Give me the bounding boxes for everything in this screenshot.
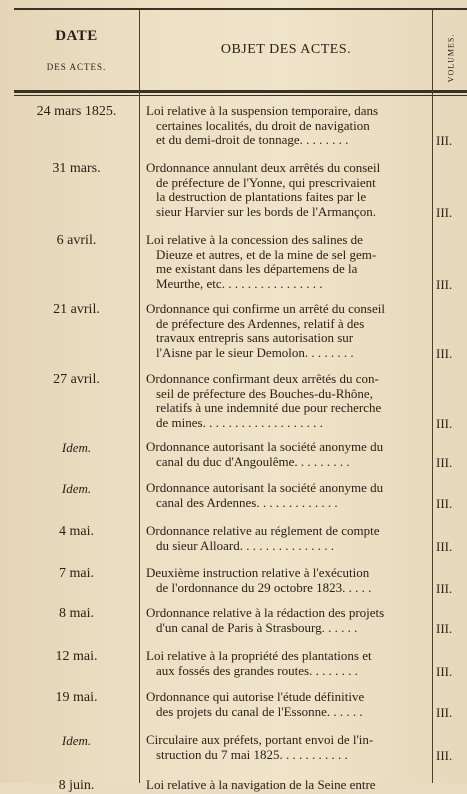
entry-text-line: du sieur Alloard. . . . . . . . . . . . . . . [156, 538, 335, 553]
entry-text-line: Ordonnance confirmant deux arrêtés du con- [146, 372, 379, 386]
entry-text-line: l'Aisne par le sieur Demolon. . . . . . . . [156, 345, 354, 360]
entry-text-line: sieur Harvier sur les bords de l'Armançon. [156, 204, 377, 219]
entry-object-text [146, 481, 430, 510]
entry-volume: III. [436, 276, 453, 292]
entry-text-line: Ordonnance annulant deux arrêtés du conseil [146, 161, 381, 175]
entry-text-line: Loi relative à la propriété des plantations et [146, 649, 372, 663]
entry-text-line: Ordonnance relative au réglement de compte [146, 524, 380, 538]
entry-text-line: Dieuze et autres, et de la mine de sel gem- [156, 247, 377, 262]
entry-text-line: canal du duc d'Angoulême. . . . . . . . . [156, 454, 350, 469]
header-rule-thin [14, 95, 467, 96]
entry-volume: III. [436, 704, 453, 720]
entry-date: 6 avril. [56, 233, 97, 248]
entry-volume: III. [436, 415, 453, 431]
entry-object-text [146, 104, 430, 148]
volumes-column-header [436, 30, 466, 85]
entry-text-line: Meurthe, etc. . . . . . . . . . . . . . . . [156, 276, 323, 291]
entry-volume: III. [436, 133, 453, 149]
entry-volume: III. [436, 580, 453, 596]
entry-volume: III. [436, 454, 453, 470]
date-column-header: DATE [55, 28, 98, 44]
entry-volume: III. [436, 620, 453, 636]
entry-text-line: Circulaire aux préfets, portant envoi de l'in- [146, 733, 374, 747]
column-divider-volumes [432, 9, 433, 783]
column-divider-date [139, 9, 140, 783]
entry-text-line: Deuxième instruction relative à l'exécution [146, 566, 370, 580]
entry-text-line: de préfecture des Ardennes, relatif à des [156, 316, 365, 331]
entry-text-line: la destruction de plantations faites par le [156, 190, 367, 205]
entry-date: 21 avril. [53, 302, 100, 317]
entry-text-line: Ordonnance autorisant la société anonyme du [146, 481, 384, 495]
entry-volume: III. [436, 345, 453, 361]
entry-date: 27 avril. [53, 372, 100, 387]
entry-text-line: me existant dans les départemens de la [156, 262, 358, 277]
entry-text-line: Ordonnance qui confirme un arrêté du conseil [146, 302, 385, 316]
volumes-column-label: VOLUMES. [446, 33, 456, 82]
entry-text-line: de mines. . . . . . . . . . . . . . . . . . . [156, 415, 323, 430]
header-rule [14, 90, 467, 93]
entry-object-text [146, 649, 430, 678]
entry-date: 8 juin. [58, 778, 95, 793]
entry-object-text [146, 778, 430, 793]
entry-text-line: d'un canal de Paris à Strasbourg. . . . . . [156, 620, 358, 635]
entry-text-line: travaux entrepris sans autorisation sur [156, 331, 354, 346]
entry-date: 7 mai. [59, 566, 94, 581]
entry-text-line: certaines localités, du droit de navigation [156, 118, 370, 133]
entry-date: 8 mai. [59, 606, 94, 621]
entry-object-text [146, 566, 430, 595]
entry-text-line: et du demi-droit de tonnage. . . . . . . . [156, 133, 349, 148]
entry-text-line: de l'ordonnance du 29 octobre 1823. . . . . [156, 580, 372, 595]
date-column-subheader: DES ACTES. [46, 62, 107, 72]
entry-volume: III. [436, 663, 453, 679]
entry-object-text [146, 372, 430, 430]
entry-text-line: Ordonnance autorisant la société anonyme du [146, 440, 384, 454]
top-rule [14, 8, 467, 10]
entry-date: 4 mai. [59, 524, 94, 539]
entry-object-text [146, 302, 430, 360]
objet-column-header: OBJET DES ACTES. [220, 42, 352, 57]
entry-text-line: aux fossés des grandes routes. . . . . . . . [156, 663, 358, 678]
entry-text-line: relatifs à une indemnité due pour recherche [156, 401, 382, 416]
entry-text-line: de préfecture de l'Yonne, qui prescrivaient [156, 175, 376, 190]
entry-object-text [146, 233, 430, 291]
entry-text-line: canal des Ardennes. . . . . . . . . . . . . [156, 495, 338, 510]
entry-object-text [146, 690, 430, 719]
entry-volume: III. [436, 538, 453, 554]
entry-object-text [146, 524, 430, 553]
entry-text-line: Ordonnance qui autorise l'étude définitive [146, 690, 365, 704]
entry-volume: III. [436, 747, 453, 763]
entry-volume: III. [436, 495, 453, 511]
entry-date: 31 mars. [52, 161, 101, 176]
entry-text-line: Loi relative à la navigation de la Seine entre [146, 778, 376, 792]
entry-date: Idem. [61, 733, 92, 748]
entry-text-line: Ordonnance relative à la rédaction des projets [146, 606, 385, 620]
entry-date: Idem. [61, 481, 92, 496]
entry-date: Idem. [61, 440, 92, 455]
entry-date: 12 mai. [55, 649, 98, 664]
entry-object-text [146, 606, 430, 635]
entry-object-text [146, 733, 430, 762]
entry-text-line: des projets du canal de l'Essonne. . . . . . [156, 704, 363, 719]
entry-text-line: Loi relative à la suspension temporaire, dans [146, 104, 379, 118]
entry-text-line: struction du 7 mai 1825. . . . . . . . . . . [156, 747, 348, 762]
entry-volume: III. [436, 204, 453, 220]
entry-text-line: seil de préfecture des Bouches-du-Rhône, [156, 386, 373, 401]
entry-object-text [146, 161, 430, 219]
entry-date: 24 mars 1825. [36, 104, 117, 119]
entry-object-text [146, 440, 430, 469]
entry-date: 19 mai. [55, 690, 98, 705]
entry-text-line: Loi relative à la concession des salines de [146, 233, 363, 247]
